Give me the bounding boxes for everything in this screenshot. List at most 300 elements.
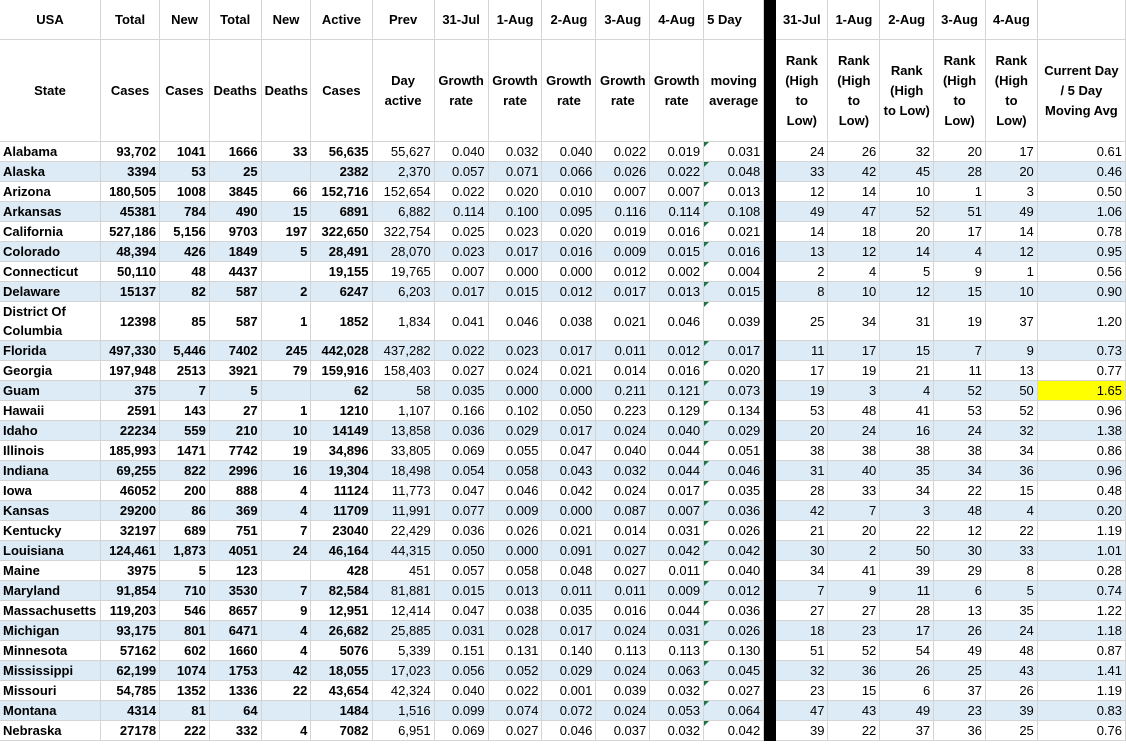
cell-new-deaths[interactable]: 4	[261, 641, 311, 661]
cell-r2[interactable]: 4	[828, 262, 880, 282]
cell-g3[interactable]: 0.012	[542, 282, 596, 302]
cell-g5[interactable]: 0.015	[650, 242, 704, 262]
cell-active-cases[interactable]: 2382	[311, 162, 372, 182]
cell-r1[interactable]: 17	[776, 361, 828, 381]
cell-total-deaths[interactable]: 587	[209, 282, 261, 302]
cell-g3[interactable]: 0.038	[542, 302, 596, 341]
cell-total-deaths[interactable]: 5	[209, 381, 261, 401]
cell-r2[interactable]: 14	[828, 182, 880, 202]
state-name-cell[interactable]: Nebraska	[0, 721, 101, 741]
cell-g2[interactable]: 0.023	[488, 341, 542, 361]
cell-prev-day-active[interactable]: 1,516	[372, 701, 434, 721]
cell-r4[interactable]: 20	[934, 142, 986, 162]
cell-r1[interactable]: 13	[776, 242, 828, 262]
cell-g3[interactable]: 0.020	[542, 222, 596, 242]
header-cell[interactable]: 1-Aug	[828, 0, 880, 40]
cell-r2[interactable]: 38	[828, 441, 880, 461]
cell-g3[interactable]: 0.021	[542, 361, 596, 381]
cell-g2[interactable]: 0.046	[488, 302, 542, 341]
cell-r5[interactable]: 20	[985, 162, 1037, 182]
cell-new-deaths[interactable]: 5	[261, 242, 311, 262]
cell-active-cases[interactable]: 322,650	[311, 222, 372, 242]
cell-new-cases[interactable]: 86	[160, 501, 210, 521]
cell-total-deaths[interactable]: 210	[209, 421, 261, 441]
cell-g2[interactable]: 0.058	[488, 461, 542, 481]
cell-total-deaths[interactable]: 888	[209, 481, 261, 501]
cell-g5[interactable]: 0.011	[650, 561, 704, 581]
cell-r1[interactable]: 49	[776, 202, 828, 222]
cell-mavg[interactable]: 0.027	[704, 681, 764, 701]
cell-active-cases[interactable]: 11124	[311, 481, 372, 501]
cell-mavg[interactable]: 0.013	[704, 182, 764, 202]
cell-prev-day-active[interactable]: 19,765	[372, 262, 434, 282]
cell-r2[interactable]: 22	[828, 721, 880, 741]
cell-total-deaths[interactable]: 6471	[209, 621, 261, 641]
cell-prev-day-active[interactable]: 11,773	[372, 481, 434, 501]
cell-total-deaths[interactable]: 3530	[209, 581, 261, 601]
cell-mavg[interactable]: 0.040	[704, 561, 764, 581]
cell-g4[interactable]: 0.116	[596, 202, 650, 222]
cell-r2[interactable]: 52	[828, 641, 880, 661]
header-cell[interactable]: Cases	[311, 40, 372, 142]
cell-g5[interactable]: 0.040	[650, 421, 704, 441]
cell-r1[interactable]: 19	[776, 381, 828, 401]
state-name-cell[interactable]: Delaware	[0, 282, 101, 302]
cell-new-deaths[interactable]: 1	[261, 401, 311, 421]
cell-prev-day-active[interactable]: 6,951	[372, 721, 434, 741]
state-name-cell[interactable]: Maine	[0, 561, 101, 581]
cell-r1[interactable]: 20	[776, 421, 828, 441]
cell-total-cases[interactable]: 27178	[101, 721, 160, 741]
cell-new-deaths[interactable]: 9	[261, 601, 311, 621]
cell-g1[interactable]: 0.022	[434, 341, 488, 361]
cell-r2[interactable]: 34	[828, 302, 880, 341]
cell-g4[interactable]: 0.040	[596, 441, 650, 461]
cell-r5[interactable]: 48	[985, 641, 1037, 661]
cell-g5[interactable]: 0.031	[650, 621, 704, 641]
cell-mavg[interactable]: 0.015	[704, 282, 764, 302]
header-cell[interactable]: Active	[311, 0, 372, 40]
cell-r2[interactable]: 19	[828, 361, 880, 381]
cell-new-deaths[interactable]: 2	[261, 282, 311, 302]
cell-g2[interactable]: 0.102	[488, 401, 542, 421]
cell-g2[interactable]: 0.009	[488, 501, 542, 521]
cell-g1[interactable]: 0.007	[434, 262, 488, 282]
cell-total-deaths[interactable]: 4051	[209, 541, 261, 561]
cell-prev-day-active[interactable]: 13,858	[372, 421, 434, 441]
cell-r1[interactable]: 24	[776, 142, 828, 162]
cell-r3[interactable]: 52	[880, 202, 934, 222]
cell-r5[interactable]: 9	[985, 341, 1037, 361]
cell-r5[interactable]: 43	[985, 661, 1037, 681]
cell-g2[interactable]: 0.020	[488, 182, 542, 202]
cell-new-cases[interactable]: 5	[160, 561, 210, 581]
cell-r3[interactable]: 3	[880, 501, 934, 521]
state-name-cell[interactable]: Alaska	[0, 162, 101, 182]
cell-new-cases[interactable]: 1352	[160, 681, 210, 701]
cell-g2[interactable]: 0.015	[488, 282, 542, 302]
cell-total-cases[interactable]: 375	[101, 381, 160, 401]
cell-ratio[interactable]: 0.73	[1037, 341, 1125, 361]
cell-g2[interactable]: 0.038	[488, 601, 542, 621]
cell-r4[interactable]: 37	[934, 681, 986, 701]
cell-ratio[interactable]: 1.65	[1037, 381, 1125, 401]
header-cell[interactable]: Rank (High to Low)	[828, 40, 880, 142]
cell-g1[interactable]: 0.047	[434, 601, 488, 621]
cell-mavg[interactable]: 0.026	[704, 521, 764, 541]
cell-new-deaths[interactable]: 15	[261, 202, 311, 222]
cell-g4[interactable]: 0.019	[596, 222, 650, 242]
cell-new-cases[interactable]: 85	[160, 302, 210, 341]
cell-r2[interactable]: 17	[828, 341, 880, 361]
cell-prev-day-active[interactable]: 1,834	[372, 302, 434, 341]
cell-g5[interactable]: 0.031	[650, 521, 704, 541]
cell-r3[interactable]: 31	[880, 302, 934, 341]
cell-g3[interactable]: 0.029	[542, 661, 596, 681]
cell-new-cases[interactable]: 784	[160, 202, 210, 222]
cell-prev-day-active[interactable]: 6,882	[372, 202, 434, 222]
cell-r5[interactable]: 14	[985, 222, 1037, 242]
cell-new-cases[interactable]: 2513	[160, 361, 210, 381]
cell-r5[interactable]: 15	[985, 481, 1037, 501]
cell-new-cases[interactable]: 1041	[160, 142, 210, 162]
cell-g2[interactable]: 0.022	[488, 681, 542, 701]
cell-ratio[interactable]: 0.28	[1037, 561, 1125, 581]
cell-prev-day-active[interactable]: 33,805	[372, 441, 434, 461]
cell-total-cases[interactable]: 4314	[101, 701, 160, 721]
cell-r5[interactable]: 3	[985, 182, 1037, 202]
cell-g5[interactable]: 0.044	[650, 461, 704, 481]
cell-mavg[interactable]: 0.134	[704, 401, 764, 421]
cell-total-cases[interactable]: 119,203	[101, 601, 160, 621]
cell-r3[interactable]: 26	[880, 661, 934, 681]
cell-mavg[interactable]: 0.012	[704, 581, 764, 601]
cell-g2[interactable]: 0.028	[488, 621, 542, 641]
cell-g5[interactable]: 0.113	[650, 641, 704, 661]
state-name-cell[interactable]: Florida	[0, 341, 101, 361]
cell-total-deaths[interactable]: 3921	[209, 361, 261, 381]
cell-total-deaths[interactable]: 369	[209, 501, 261, 521]
cell-prev-day-active[interactable]: 17,023	[372, 661, 434, 681]
cell-r1[interactable]: 8	[776, 282, 828, 302]
cell-active-cases[interactable]: 23040	[311, 521, 372, 541]
header-cell[interactable]: 31-Jul	[434, 0, 488, 40]
cell-ratio[interactable]: 1.22	[1037, 601, 1125, 621]
cell-g5[interactable]: 0.013	[650, 282, 704, 302]
cell-new-cases[interactable]: 200	[160, 481, 210, 501]
cell-r4[interactable]: 11	[934, 361, 986, 381]
cell-new-cases[interactable]: 710	[160, 581, 210, 601]
cell-total-deaths[interactable]: 1753	[209, 661, 261, 681]
cell-prev-day-active[interactable]: 55,627	[372, 142, 434, 162]
header-cell[interactable]: Day active	[372, 40, 434, 142]
cell-total-cases[interactable]: 57162	[101, 641, 160, 661]
cell-r2[interactable]: 40	[828, 461, 880, 481]
cell-prev-day-active[interactable]: 81,881	[372, 581, 434, 601]
cell-total-cases[interactable]: 32197	[101, 521, 160, 541]
cell-total-cases[interactable]: 45381	[101, 202, 160, 222]
cell-active-cases[interactable]: 152,716	[311, 182, 372, 202]
cell-r4[interactable]: 36	[934, 721, 986, 741]
header-cell[interactable]: Growth rate	[542, 40, 596, 142]
cell-r3[interactable]: 41	[880, 401, 934, 421]
cell-g4[interactable]: 0.211	[596, 381, 650, 401]
cell-ratio[interactable]: 0.76	[1037, 721, 1125, 741]
cell-r2[interactable]: 36	[828, 661, 880, 681]
cell-g4[interactable]: 0.039	[596, 681, 650, 701]
cell-r5[interactable]: 24	[985, 621, 1037, 641]
cell-g2[interactable]: 0.055	[488, 441, 542, 461]
cell-r1[interactable]: 34	[776, 561, 828, 581]
cell-r5[interactable]: 52	[985, 401, 1037, 421]
cell-prev-day-active[interactable]: 11,991	[372, 501, 434, 521]
cell-g4[interactable]: 0.014	[596, 521, 650, 541]
cell-total-deaths[interactable]: 7742	[209, 441, 261, 461]
cell-total-cases[interactable]: 93,702	[101, 142, 160, 162]
cell-r2[interactable]: 9	[828, 581, 880, 601]
cell-mavg[interactable]: 0.031	[704, 142, 764, 162]
cell-g2[interactable]: 0.027	[488, 721, 542, 741]
cell-g3[interactable]: 0.016	[542, 242, 596, 262]
cell-new-cases[interactable]: 801	[160, 621, 210, 641]
cell-g3[interactable]: 0.066	[542, 162, 596, 182]
cell-total-deaths[interactable]: 1660	[209, 641, 261, 661]
cell-r1[interactable]: 38	[776, 441, 828, 461]
cell-g1[interactable]: 0.027	[434, 361, 488, 381]
cell-total-deaths[interactable]: 490	[209, 202, 261, 222]
cell-g1[interactable]: 0.057	[434, 561, 488, 581]
cell-g3[interactable]: 0.000	[542, 501, 596, 521]
cell-new-cases[interactable]: 48	[160, 262, 210, 282]
cell-new-cases[interactable]: 1,873	[160, 541, 210, 561]
cell-g5[interactable]: 0.012	[650, 341, 704, 361]
cell-r1[interactable]: 31	[776, 461, 828, 481]
cell-active-cases[interactable]: 5076	[311, 641, 372, 661]
cell-mavg[interactable]: 0.046	[704, 461, 764, 481]
cell-g3[interactable]: 0.140	[542, 641, 596, 661]
header-cell[interactable]: 4-Aug	[650, 0, 704, 40]
state-name-cell[interactable]: Guam	[0, 381, 101, 401]
cell-g1[interactable]: 0.036	[434, 521, 488, 541]
cell-r5[interactable]: 10	[985, 282, 1037, 302]
cell-mavg[interactable]: 0.016	[704, 242, 764, 262]
cell-ratio[interactable]: 0.46	[1037, 162, 1125, 182]
cell-g1[interactable]: 0.050	[434, 541, 488, 561]
header-cell[interactable]: Rank (High to Low)	[985, 40, 1037, 142]
cell-g3[interactable]: 0.091	[542, 541, 596, 561]
cell-total-cases[interactable]: 3975	[101, 561, 160, 581]
cell-total-cases[interactable]: 3394	[101, 162, 160, 182]
cell-r1[interactable]: 39	[776, 721, 828, 741]
cell-r2[interactable]: 33	[828, 481, 880, 501]
cell-r4[interactable]: 17	[934, 222, 986, 242]
cell-new-cases[interactable]: 546	[160, 601, 210, 621]
cell-active-cases[interactable]: 34,896	[311, 441, 372, 461]
cell-g1[interactable]: 0.077	[434, 501, 488, 521]
cell-ratio[interactable]: 0.95	[1037, 242, 1125, 262]
cell-g2[interactable]: 0.131	[488, 641, 542, 661]
cell-prev-day-active[interactable]: 58	[372, 381, 434, 401]
cell-ratio[interactable]: 0.20	[1037, 501, 1125, 521]
cell-active-cases[interactable]: 82,584	[311, 581, 372, 601]
cell-active-cases[interactable]: 46,164	[311, 541, 372, 561]
cell-g4[interactable]: 0.223	[596, 401, 650, 421]
cell-g1[interactable]: 0.036	[434, 421, 488, 441]
state-name-cell[interactable]: Kentucky	[0, 521, 101, 541]
cell-g2[interactable]: 0.032	[488, 142, 542, 162]
cell-r3[interactable]: 54	[880, 641, 934, 661]
state-name-cell[interactable]: Maryland	[0, 581, 101, 601]
cell-total-deaths[interactable]: 123	[209, 561, 261, 581]
cell-g3[interactable]: 0.043	[542, 461, 596, 481]
cell-mavg[interactable]: 0.035	[704, 481, 764, 501]
cell-active-cases[interactable]: 1210	[311, 401, 372, 421]
header-cell[interactable]: Growth rate	[488, 40, 542, 142]
cell-r4[interactable]: 13	[934, 601, 986, 621]
cell-ratio[interactable]: 0.50	[1037, 182, 1125, 202]
cell-prev-day-active[interactable]: 152,654	[372, 182, 434, 202]
cell-r4[interactable]: 49	[934, 641, 986, 661]
cell-r4[interactable]: 7	[934, 341, 986, 361]
cell-r2[interactable]: 43	[828, 701, 880, 721]
cell-total-deaths[interactable]: 1336	[209, 681, 261, 701]
cell-r2[interactable]: 20	[828, 521, 880, 541]
cell-g5[interactable]: 0.002	[650, 262, 704, 282]
cell-r4[interactable]: 1	[934, 182, 986, 202]
cell-r5[interactable]: 35	[985, 601, 1037, 621]
cell-g3[interactable]: 0.072	[542, 701, 596, 721]
cell-r3[interactable]: 22	[880, 521, 934, 541]
cell-g3[interactable]: 0.000	[542, 262, 596, 282]
cell-total-deaths[interactable]: 7402	[209, 341, 261, 361]
cell-new-cases[interactable]: 5,446	[160, 341, 210, 361]
cell-r1[interactable]: 18	[776, 621, 828, 641]
cell-g5[interactable]: 0.016	[650, 222, 704, 242]
cell-r5[interactable]: 37	[985, 302, 1037, 341]
cell-active-cases[interactable]: 442,028	[311, 341, 372, 361]
cell-r5[interactable]: 17	[985, 142, 1037, 162]
cell-g1[interactable]: 0.031	[434, 621, 488, 641]
cell-ratio[interactable]: 1.19	[1037, 521, 1125, 541]
cell-new-deaths[interactable]: 4	[261, 481, 311, 501]
cell-active-cases[interactable]: 7082	[311, 721, 372, 741]
cell-mavg[interactable]: 0.048	[704, 162, 764, 182]
cell-g2[interactable]: 0.017	[488, 242, 542, 262]
cell-r2[interactable]: 47	[828, 202, 880, 222]
cell-r1[interactable]: 28	[776, 481, 828, 501]
cell-g3[interactable]: 0.021	[542, 521, 596, 541]
cell-new-cases[interactable]: 1471	[160, 441, 210, 461]
cell-r5[interactable]: 39	[985, 701, 1037, 721]
cell-g3[interactable]: 0.035	[542, 601, 596, 621]
cell-g5[interactable]: 0.044	[650, 601, 704, 621]
cell-g4[interactable]: 0.024	[596, 701, 650, 721]
cell-r3[interactable]: 35	[880, 461, 934, 481]
cell-r1[interactable]: 32	[776, 661, 828, 681]
cell-new-deaths[interactable]: 7	[261, 521, 311, 541]
cell-total-cases[interactable]: 197,948	[101, 361, 160, 381]
cell-mavg[interactable]: 0.042	[704, 541, 764, 561]
cell-r2[interactable]: 41	[828, 561, 880, 581]
cell-ratio[interactable]: 0.83	[1037, 701, 1125, 721]
cell-g3[interactable]: 0.047	[542, 441, 596, 461]
header-cell[interactable]: Cases	[160, 40, 210, 142]
cell-g3[interactable]: 0.048	[542, 561, 596, 581]
cell-r3[interactable]: 16	[880, 421, 934, 441]
cell-r1[interactable]: 42	[776, 501, 828, 521]
cell-g5[interactable]: 0.046	[650, 302, 704, 341]
cell-g4[interactable]: 0.024	[596, 661, 650, 681]
cell-active-cases[interactable]: 11709	[311, 501, 372, 521]
cell-g3[interactable]: 0.050	[542, 401, 596, 421]
cell-g1[interactable]: 0.040	[434, 681, 488, 701]
cell-r4[interactable]: 38	[934, 441, 986, 461]
cell-g5[interactable]: 0.053	[650, 701, 704, 721]
cell-g1[interactable]: 0.041	[434, 302, 488, 341]
state-name-cell[interactable]: Iowa	[0, 481, 101, 501]
header-cell[interactable]: Prev	[372, 0, 434, 40]
header-cell[interactable]: 2-Aug	[542, 0, 596, 40]
header-cell[interactable]: 2-Aug	[880, 0, 934, 40]
cell-total-cases[interactable]: 124,461	[101, 541, 160, 561]
cell-new-cases[interactable]: 1008	[160, 182, 210, 202]
cell-r2[interactable]: 18	[828, 222, 880, 242]
cell-g4[interactable]: 0.024	[596, 481, 650, 501]
cell-mavg[interactable]: 0.020	[704, 361, 764, 381]
cell-new-deaths[interactable]: 24	[261, 541, 311, 561]
state-name-cell[interactable]: Arkansas	[0, 202, 101, 222]
cell-g1[interactable]: 0.015	[434, 581, 488, 601]
cell-total-deaths[interactable]: 3845	[209, 182, 261, 202]
cell-r3[interactable]: 39	[880, 561, 934, 581]
cell-ratio[interactable]: 1.20	[1037, 302, 1125, 341]
cell-g4[interactable]: 0.022	[596, 142, 650, 162]
cell-r3[interactable]: 20	[880, 222, 934, 242]
cell-ratio[interactable]: 1.06	[1037, 202, 1125, 222]
cell-r1[interactable]: 53	[776, 401, 828, 421]
cell-new-deaths[interactable]: 10	[261, 421, 311, 441]
state-name-cell[interactable]: Idaho	[0, 421, 101, 441]
cell-total-cases[interactable]: 527,186	[101, 222, 160, 242]
cell-r1[interactable]: 27	[776, 601, 828, 621]
cell-r3[interactable]: 21	[880, 361, 934, 381]
cell-total-cases[interactable]: 50,110	[101, 262, 160, 282]
cell-total-deaths[interactable]: 27	[209, 401, 261, 421]
cell-g5[interactable]: 0.114	[650, 202, 704, 222]
cell-r5[interactable]: 25	[985, 721, 1037, 741]
cell-r3[interactable]: 32	[880, 142, 934, 162]
cell-r2[interactable]: 48	[828, 401, 880, 421]
cell-new-deaths[interactable]: 19	[261, 441, 311, 461]
header-cell[interactable]: USA	[0, 0, 101, 40]
cell-total-cases[interactable]: 93,175	[101, 621, 160, 641]
cell-active-cases[interactable]: 6247	[311, 282, 372, 302]
cell-r4[interactable]: 23	[934, 701, 986, 721]
cell-g3[interactable]: 0.042	[542, 481, 596, 501]
cell-g4[interactable]: 0.032	[596, 461, 650, 481]
cell-g4[interactable]: 0.021	[596, 302, 650, 341]
cell-r5[interactable]: 4	[985, 501, 1037, 521]
cell-total-deaths[interactable]: 751	[209, 521, 261, 541]
cell-g5[interactable]: 0.022	[650, 162, 704, 182]
header-cell[interactable]: New	[160, 0, 210, 40]
cell-new-deaths[interactable]: 245	[261, 341, 311, 361]
cell-total-deaths[interactable]: 4437	[209, 262, 261, 282]
cell-r5[interactable]: 8	[985, 561, 1037, 581]
cell-r3[interactable]: 4	[880, 381, 934, 401]
cell-new-deaths[interactable]: 66	[261, 182, 311, 202]
cell-r5[interactable]: 13	[985, 361, 1037, 381]
